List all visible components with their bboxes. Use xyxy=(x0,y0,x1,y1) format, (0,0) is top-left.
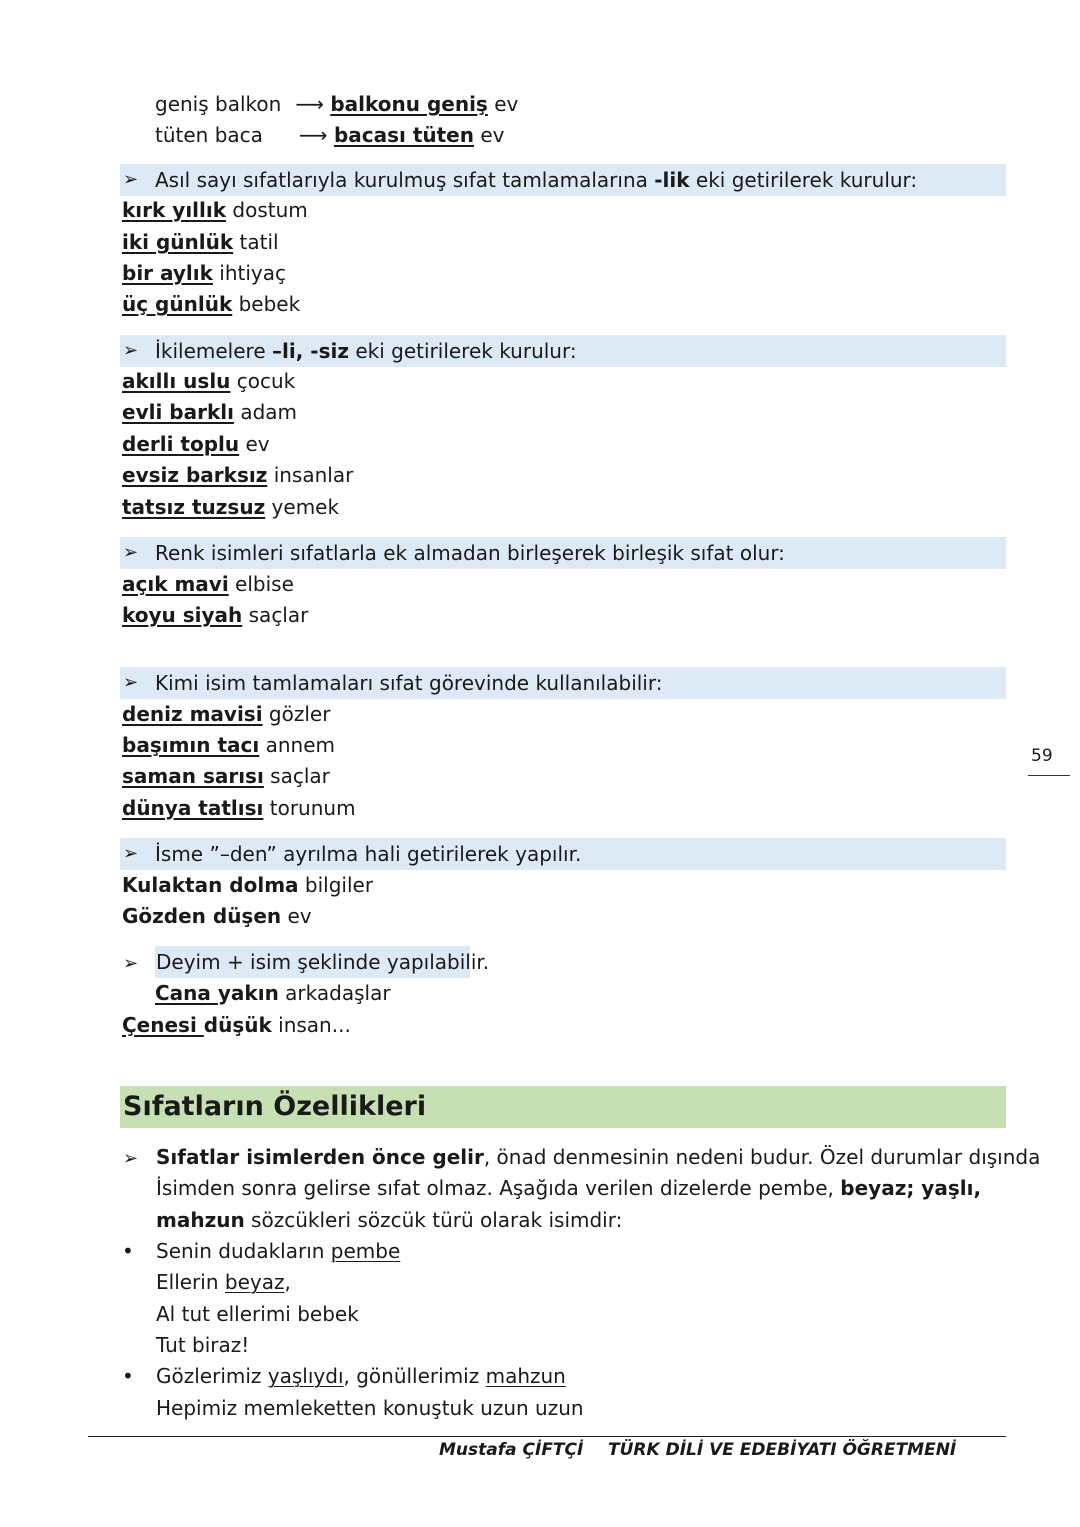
poem-1-bullet xyxy=(122,1236,134,1266)
example-lik-3: bir aylık ihtiyaç xyxy=(122,261,287,285)
example-rest: ev xyxy=(480,123,505,147)
example-ikileme-4: evsiz barksız insanlar xyxy=(122,463,354,487)
example-tamlama-2: başımın tacı annem xyxy=(122,733,336,757)
example-ikileme-5: tatsız tuzsuz yemek xyxy=(122,495,340,519)
rule-tamlama-band xyxy=(120,667,1006,699)
section-heading xyxy=(120,1086,1006,1128)
example-lik-1: kırk yıllık dostum xyxy=(122,198,308,222)
poem-1-line-3: Al tut ellerimi bebek xyxy=(156,1302,359,1326)
footer-author: Mustafa ÇİFTÇİ xyxy=(439,1440,584,1460)
rule-ikileme-band xyxy=(120,335,1006,367)
footer-role: TÜRK DİLİ VE EDEBİYATI ÖĞRETMENİ xyxy=(608,1440,957,1460)
arrow-icon: ⟶ xyxy=(295,92,324,116)
rule-renk-text: Renk isimleri sıfatlarla ek almadan birleşerek birleşik sıfat olur: xyxy=(155,541,785,565)
rule-renk-band xyxy=(120,537,1006,569)
section-bullet xyxy=(123,1142,138,1172)
poem-1-line-1: Senin dudakların pembe xyxy=(156,1239,401,1263)
section-para-line-1: Sıfatlar isimlerden önce gelir, önad denmesinin nedeni budur. Özel durumlar dışında xyxy=(156,1145,1041,1169)
rule-den-band xyxy=(120,838,1006,870)
arrow-icon: ⟶ xyxy=(298,123,328,147)
example-plain: tüten baca xyxy=(155,123,263,147)
example-ikileme-1: akıllı uslu çocuk xyxy=(122,369,296,393)
example-den-2: Gözden düşen ev xyxy=(122,904,312,928)
example-plain: geniş balkon xyxy=(155,92,282,116)
example-lik-2: iki günlük tatil xyxy=(122,230,279,254)
section-para-line-3: mahzun sözcükleri sözcük türü olarak isimdir: xyxy=(156,1208,623,1232)
rule-lik-text: Asıl sayı sıfatlarıyla kurulmuş sıfat tamlamalarına -lik eki getirilerek kurulur: xyxy=(155,168,918,192)
arrow-bullet-icon: ➢ xyxy=(123,843,139,864)
poem-1-line-2: Ellerin beyaz, xyxy=(156,1270,291,1294)
poem-2-line-1: Gözlerimiz yaşlıydı, gönüllerimiz mahzun xyxy=(156,1364,566,1388)
poem-2-bullet xyxy=(122,1361,134,1391)
example-tamlama-4: dünya tatlısı torunum xyxy=(122,796,356,820)
rule-tamlama-text: Kimi isim tamlamaları sıfat görevinde kullanılabilir: xyxy=(155,671,663,695)
example-renk-1: açık mavi elbise xyxy=(122,572,294,596)
arrow-bullet-icon: ➢ xyxy=(123,169,139,190)
dot-bullet-icon: • xyxy=(122,1364,134,1388)
poem-1-line-4: Tut biraz! xyxy=(156,1333,250,1357)
example-bold: balkonu geniş xyxy=(330,92,488,116)
rule-deyim-text: Deyim + isim şeklinde yapılabilir. xyxy=(156,950,490,974)
footer-rule xyxy=(88,1436,1006,1437)
rule-deyim-bullet xyxy=(123,947,138,977)
example-deyim-1: Cana yakın arkadaşlar xyxy=(155,981,391,1005)
page-number-rule xyxy=(1028,775,1070,776)
example-rest: ev xyxy=(494,92,519,116)
arrow-bullet-icon: ➢ xyxy=(123,1148,139,1169)
example-ikileme-2: evli barklı adam xyxy=(122,400,298,424)
example-bold: bacası tüten xyxy=(333,123,474,147)
rule-lik-band xyxy=(120,164,1006,196)
example-lik-4: üç günlük bebek xyxy=(122,292,301,316)
example-tamlama-1: deniz mavisi gözler xyxy=(122,702,331,726)
arrow-bullet-icon: ➢ xyxy=(123,542,139,563)
arrow-bullet-icon: ➢ xyxy=(123,953,139,974)
rule-ikileme-text: İkilemelere –li, -siz eki getirilerek kurulur: xyxy=(155,339,577,363)
page-number: 59 xyxy=(1031,746,1053,766)
section-title: Sıfatların Özellikleri xyxy=(123,1091,427,1122)
arrow-bullet-icon: ➢ xyxy=(123,340,139,361)
example-ikileme-3: derli toplu ev xyxy=(122,432,270,456)
arrow-bullet-icon: ➢ xyxy=(123,672,139,693)
section-para-line-2: İsimden sonra gelirse sıfat olmaz. Aşağıda verilen dizelerde pembe, beyaz; yaşlı, xyxy=(156,1176,982,1200)
dot-bullet-icon: • xyxy=(122,1239,134,1263)
rule-den-text: İsme ”–den” ayrılma hali getirilerek yapılır. xyxy=(155,842,582,866)
example-renk-2: koyu siyah saçlar xyxy=(122,603,309,627)
example-deyim-2: Çenesi düşük insan... xyxy=(122,1013,351,1037)
example-tamlama-3: saman sarısı saçlar xyxy=(122,764,330,788)
top-example-1 xyxy=(155,89,518,119)
top-example-2 xyxy=(155,120,505,150)
poem-2-line-2: Hepimiz memleketten konuştuk uzun uzun xyxy=(156,1396,584,1420)
example-den-1: Kulaktan dolma bilgiler xyxy=(122,873,374,897)
